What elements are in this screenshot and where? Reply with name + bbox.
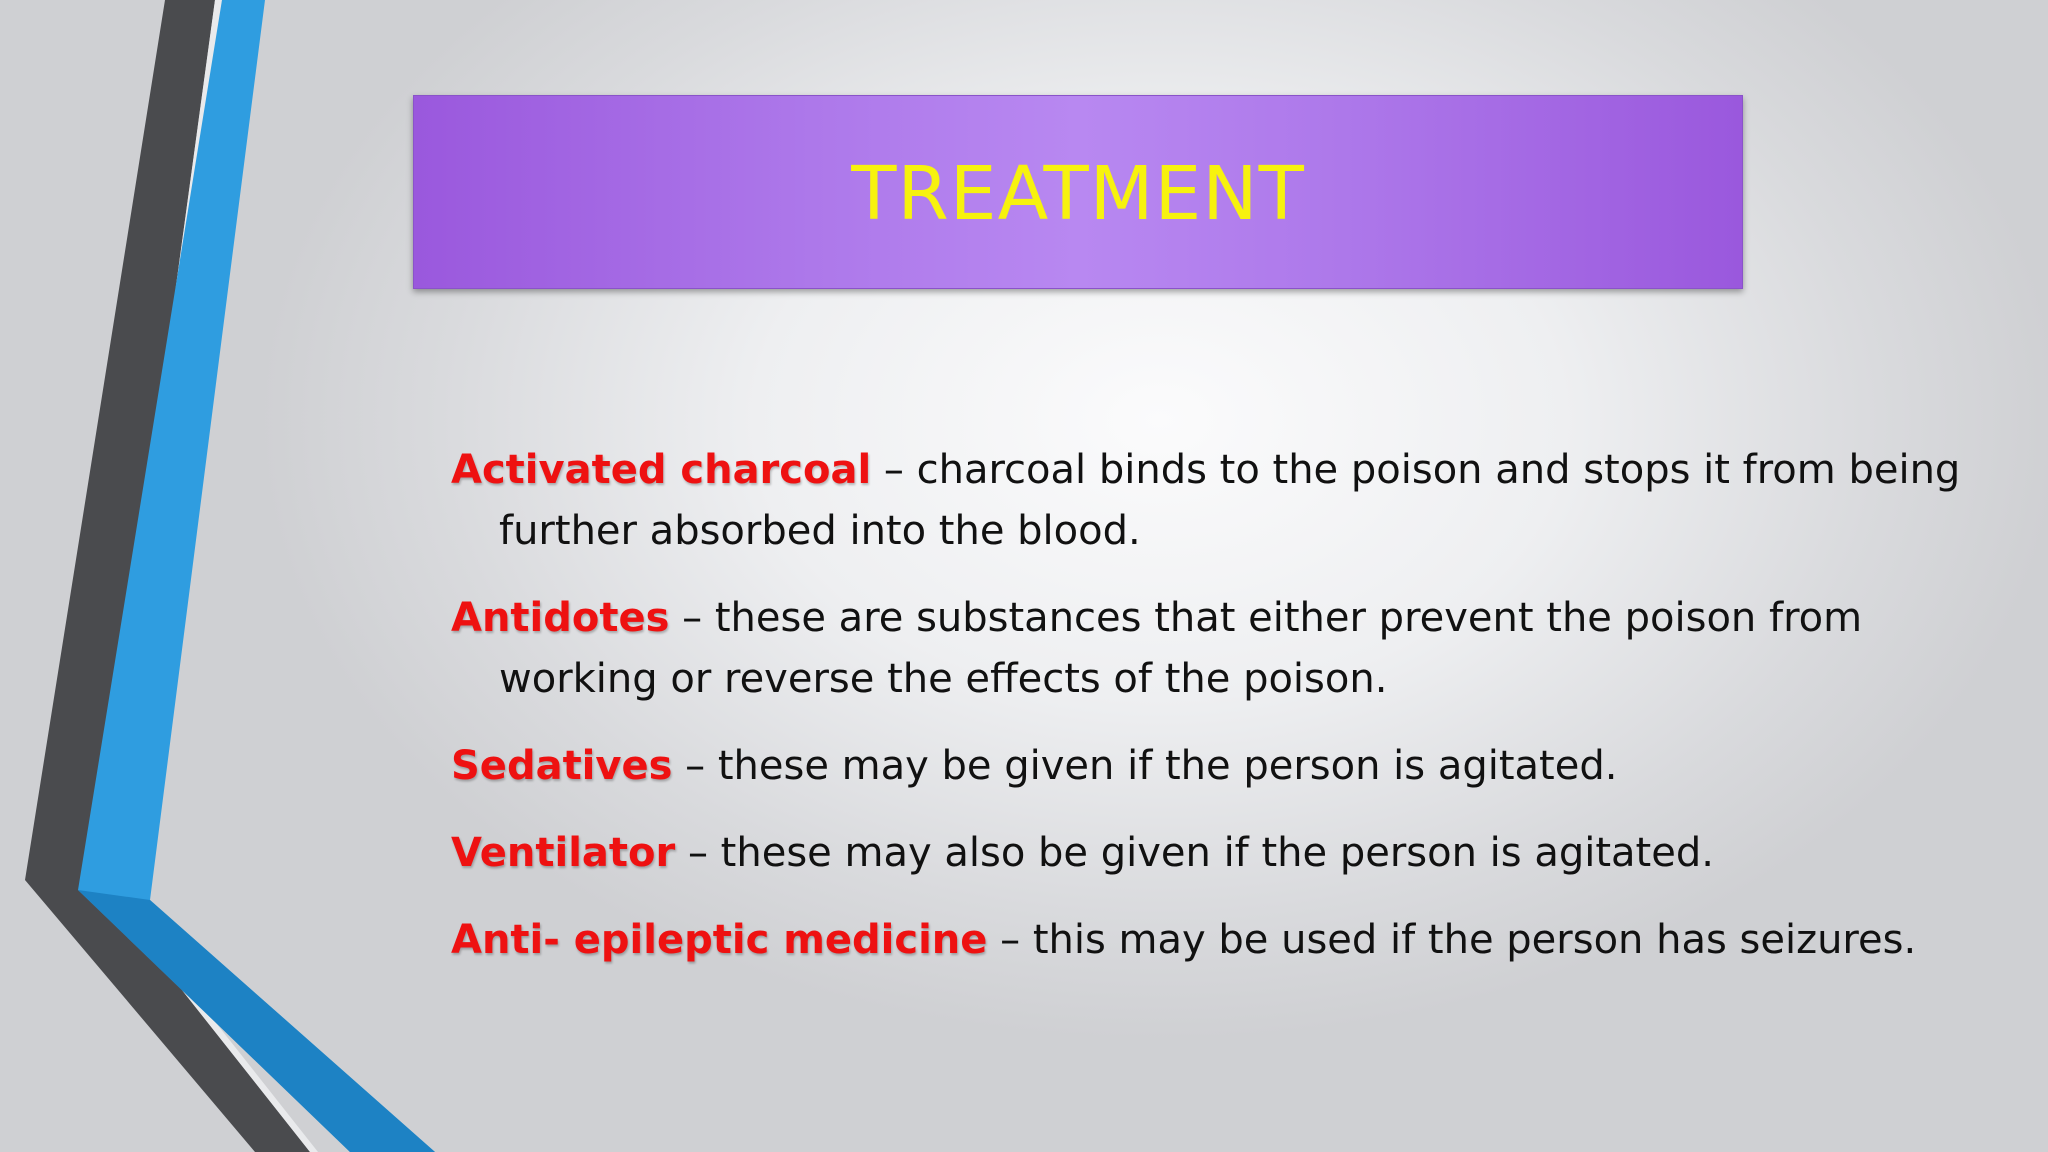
list-item: [451, 588, 1981, 710]
item-description: – charcoal binds to the poison and stops it from being further absorbed into the blood.: [499, 447, 1961, 554]
item-description: – these may be given if the person is agitated.: [672, 743, 1618, 789]
term-activated-charcoal: Activated charcoal: [451, 447, 872, 493]
item-description: – these may also be given if the person is agitated.: [675, 830, 1714, 876]
list-item: [451, 736, 1981, 797]
treatment-list: [451, 440, 1981, 997]
term-ventilator: Ventilator: [451, 830, 676, 876]
list-item: [451, 910, 1981, 971]
title-banner: [413, 95, 1743, 289]
term-sedatives: Sedatives: [451, 743, 673, 789]
slide-title: TREATMENT: [851, 151, 1305, 237]
term-anti-epileptic-medicine: Anti- epileptic medicine: [451, 917, 988, 963]
item-description: – these are substances that either prevent the poison from working or reverse the effects of the poison.: [499, 595, 1863, 702]
list-item: [451, 823, 1981, 884]
term-antidotes: Antidotes: [451, 595, 670, 641]
item-description: – this may be used if the person has seizures.: [987, 917, 1917, 963]
list-item: [451, 440, 1981, 562]
